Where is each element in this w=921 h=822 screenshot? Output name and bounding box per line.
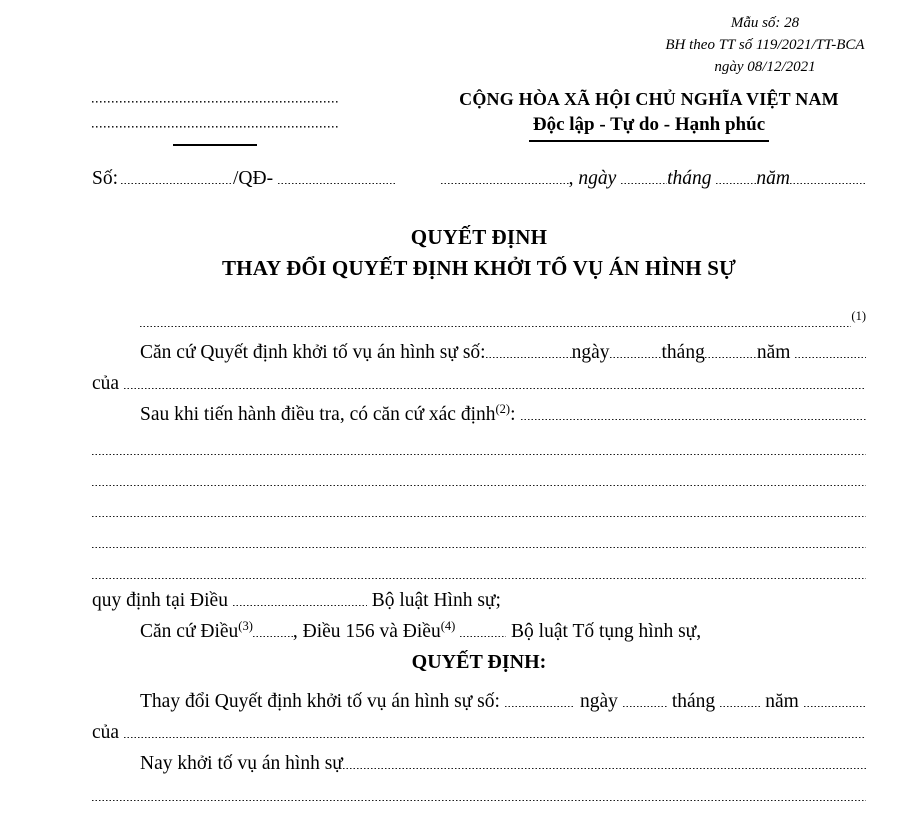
blank-article-4[interactable] [460, 632, 506, 637]
document-body [92, 306, 866, 807]
thang-word: tháng [661, 342, 705, 363]
ngay-word: ngày [579, 691, 618, 712]
blank-document-number[interactable] [121, 179, 233, 184]
findings-fill-row [92, 492, 866, 523]
authority-divider-rule [173, 144, 257, 146]
quydinh-prefix: quy định tại Điều [92, 590, 228, 611]
thang-label: tháng [667, 168, 712, 189]
comma: , [568, 168, 574, 189]
paragraph-indent [92, 768, 140, 769]
cancu-decision-line [92, 337, 866, 368]
thaydoi-line [92, 686, 866, 717]
blank-findings-line-1[interactable] [92, 430, 866, 455]
paragraph-indent [92, 326, 140, 327]
footnote-ref-1: ​ (1) [851, 309, 866, 323]
blank-year[interactable] [790, 179, 866, 184]
national-motto: Độc lập - Tự do - Hạnh phúc [529, 113, 769, 142]
paragraph-indent [92, 419, 140, 420]
header-row [92, 88, 866, 146]
cancu-decision-text: ​ Căn cứ Quyết định khởi tố vụ án hình sự số: [140, 342, 486, 363]
blank-new-prosecution[interactable] [343, 764, 866, 769]
findings-fill-row [92, 523, 866, 554]
blank-legal-basis[interactable] [140, 322, 851, 327]
blank-ref-day[interactable] [610, 353, 662, 358]
blank-authority-line-2[interactable] [92, 103, 338, 128]
cancu2-mid: , Điều 156 và Điều [292, 621, 441, 642]
cua-word: ​ của [92, 722, 120, 743]
blank-issuing-agency-2[interactable] [124, 733, 866, 738]
thang-word: tháng [671, 691, 716, 712]
cancu2-prefix: Căn cứ Điều [140, 621, 239, 642]
blank-place[interactable] [441, 179, 569, 184]
blank-article-3[interactable] [253, 632, 293, 637]
footnote-ref-2: (2) [495, 402, 511, 416]
document-number-line [92, 163, 396, 194]
cua-line-1 [92, 368, 866, 399]
saukhi-text: ​ Sau khi tiến hành điều tra, có căn cứ xác định [140, 404, 496, 425]
so-label: Số: [92, 168, 119, 189]
blank-findings-line-3[interactable] [92, 492, 866, 517]
motto-wrap [432, 113, 866, 142]
saukhi-line [92, 399, 866, 430]
cua-line-2 [92, 717, 866, 748]
quydinh-suffix: Bộ luật Hình sự; [371, 590, 501, 611]
blank-findings-line-5[interactable] [92, 554, 866, 579]
cua-word: ​ của [92, 373, 120, 394]
cancu2-suffix: Bộ luật Tố tụng hình sự, [511, 621, 702, 642]
blank-ref-year[interactable] [795, 353, 866, 358]
blank-authority-line-1[interactable] [92, 88, 338, 103]
document-title-block [92, 222, 866, 284]
ngay-word: ngày [571, 342, 610, 363]
thaydoi-text: ​ Thay đổi Quyết định khởi tố vụ án hình sự số: [140, 691, 500, 712]
blank-day[interactable] [621, 179, 667, 184]
blank-changed-day[interactable] [623, 702, 667, 707]
qd-label: /QĐ- [233, 168, 274, 189]
blank-findings-line-4[interactable] [92, 523, 866, 548]
cancu-articles-line [92, 616, 866, 647]
title-line-1: QUYẾT ĐỊNH [410, 225, 548, 249]
colon: : [510, 404, 516, 425]
nam-label: năm [756, 168, 790, 189]
footnote-ref-3: (3) [238, 619, 253, 633]
national-header-block [432, 88, 866, 146]
blank-article-number[interactable] [233, 601, 367, 606]
paragraph-indent [92, 706, 140, 707]
blank-ref-month[interactable] [705, 353, 757, 358]
blank-issuing-agency-1[interactable] [124, 384, 866, 389]
quydinh-line [92, 585, 866, 616]
blank-month[interactable] [716, 179, 756, 184]
form-circular-date: ngày 08/12/2021 [714, 59, 816, 75]
nam-word: năm [765, 691, 799, 712]
blank-changed-month[interactable] [720, 702, 760, 707]
decision-heading: QUYẾT ĐỊNH: [411, 651, 547, 673]
national-title: CỘNG HÒA XÃ HỘI CHỦ NGHĨA VIỆT NAM [459, 89, 839, 109]
blank-bottom-line[interactable] [92, 779, 866, 801]
footnote-ref-4: (4) [440, 619, 456, 633]
ngay-label: ngày [578, 168, 617, 189]
findings-fill-row [92, 430, 866, 461]
findings-fill-row [92, 554, 866, 585]
legal-basis-line [92, 306, 866, 337]
number-date-row [92, 163, 866, 194]
form-circular-reference: BH theo TT số 119/2021/TT-BCA [665, 37, 865, 53]
findings-fill-row [92, 461, 866, 492]
form-number: Mẫu số: 28 [730, 15, 800, 31]
bottom-fill-row [92, 779, 866, 807]
blank-changed-decision-number[interactable] [505, 702, 575, 707]
blank-changed-year[interactable] [804, 702, 866, 707]
place-date-line [441, 163, 866, 194]
title-line-2: THAY ĐỔI QUYẾT ĐỊNH KHỞI TỐ VỤ ÁN HÌNH SỰ [221, 256, 737, 280]
blank-ref-decision-number[interactable] [486, 353, 572, 358]
paragraph-indent [92, 357, 140, 358]
blank-findings-line-0[interactable] [521, 415, 867, 420]
blank-qd-suffix[interactable] [278, 179, 396, 184]
form-meta-block [653, 12, 877, 78]
nam-word: năm [756, 342, 791, 363]
naykhoito-text: ​ Nay khởi tố vụ án hình sự [140, 753, 343, 774]
blank-findings-line-2[interactable] [92, 461, 866, 486]
issuing-authority-block [92, 88, 338, 146]
naykhoito-line [92, 748, 866, 779]
